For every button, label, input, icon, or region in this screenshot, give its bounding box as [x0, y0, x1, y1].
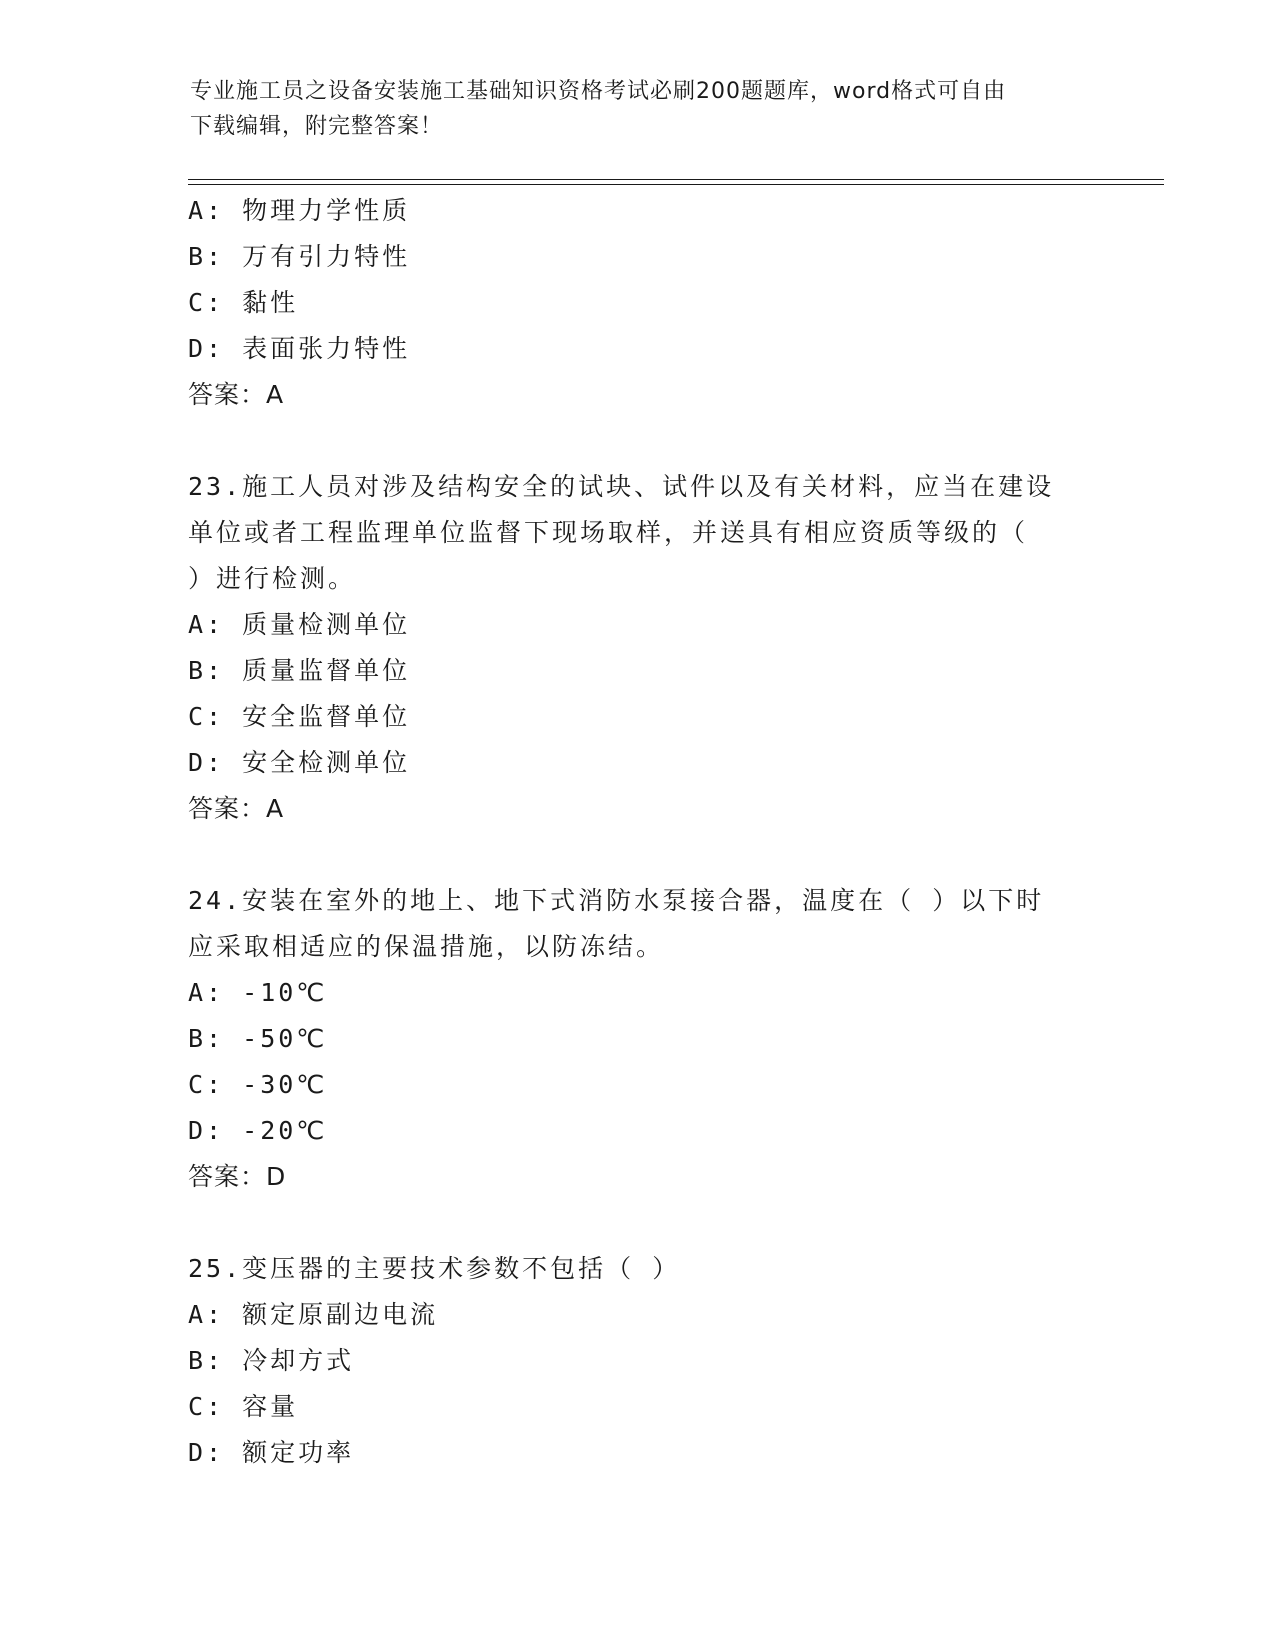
spacer [188, 1200, 1088, 1246]
answer-label: 答案：A [188, 380, 285, 409]
option-d: D: 额定功率 [188, 1438, 355, 1467]
option-c: C: -30℃ [188, 1070, 328, 1099]
question-25-block [188, 1246, 1088, 1476]
question-text-line: 23.施工人员对涉及结构安全的试块、试件以及有关材料，应当在建设 [188, 472, 1055, 501]
question-text-line: 25.变压器的主要技术参数不包括（ ） [188, 1254, 681, 1283]
option-b: B: -50℃ [188, 1024, 328, 1053]
option-b: B: 万有引力特性 [188, 242, 411, 271]
question-list [188, 188, 1088, 1476]
header-divider-bottom [188, 184, 1164, 185]
option-c: C: 黏性 [188, 288, 299, 317]
question-text-line: ）进行检测。 [188, 564, 357, 593]
option-b: B: 质量监督单位 [188, 656, 411, 685]
option-a: A: -10℃ [188, 978, 328, 1007]
header-line-1: 专业施工员之设备安装施工基础知识资格考试必刷200题题库，word格式可自由 [190, 79, 1007, 104]
answer-label: 答案：A [188, 794, 285, 823]
spacer [188, 832, 1088, 878]
question-24-block [188, 878, 1088, 1200]
option-a: A: 质量检测单位 [188, 610, 411, 639]
question-text-line: 单位或者工程监理单位监督下现场取样，并送具有相应资质等级的（ [188, 518, 1029, 547]
question-23-block [188, 464, 1088, 832]
spacer [188, 418, 1088, 464]
option-a: A: 物理力学性质 [188, 196, 411, 225]
header-divider-top [188, 179, 1164, 180]
answer-label: 答案：D [188, 1162, 287, 1191]
option-d: D: 安全检测单位 [188, 748, 411, 777]
option-c: C: 容量 [188, 1392, 299, 1421]
question-text-line: 应采取相适应的保温措施，以防冻结。 [188, 932, 665, 961]
option-c: C: 安全监督单位 [188, 702, 411, 731]
document-header [190, 74, 1090, 144]
option-b: B: 冷却方式 [188, 1346, 355, 1375]
question-text-line: 24.安装在室外的地上、地下式消防水泵接合器，温度在（ ）以下时 [188, 886, 1045, 915]
option-a: A: 额定原副边电流 [188, 1300, 439, 1329]
header-line-2: 下载编辑，附完整答案！ [190, 114, 444, 139]
option-d: D: -20℃ [188, 1116, 328, 1145]
question-22-block [188, 188, 1088, 418]
option-d: D: 表面张力特性 [188, 334, 411, 363]
